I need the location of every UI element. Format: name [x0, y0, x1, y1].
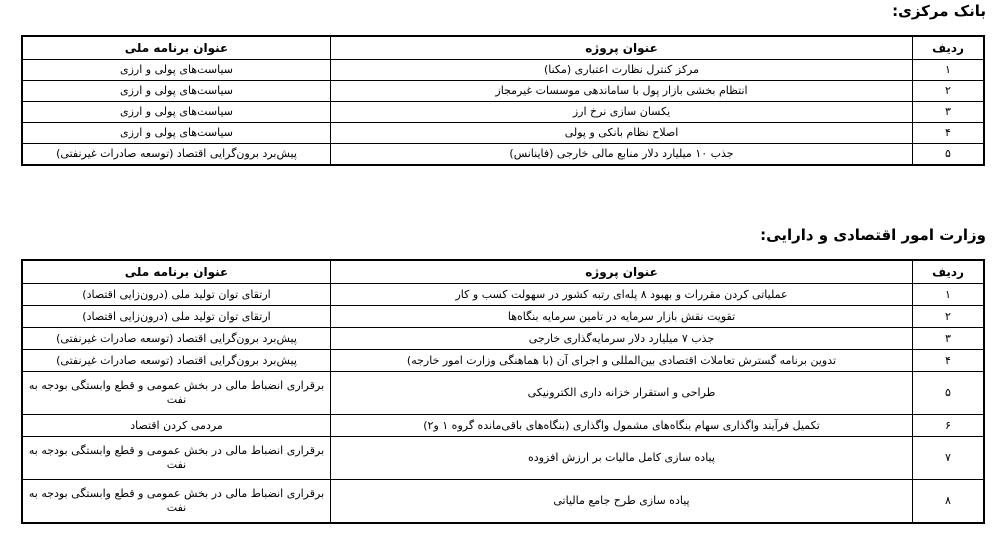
program-title-cell: برقراری انضباط مالی در بخش عمومی و قطع وابستگی بودجه به نفت — [22, 372, 331, 415]
table-row — [22, 350, 984, 372]
project-title-cell: اصلاح نظام بانکی و پولی — [331, 123, 913, 144]
table-row — [22, 144, 984, 166]
program-title-cell: برقراری انضباط مالی در بخش عمومی و قطع وابستگی بودجه به نفت — [22, 480, 331, 524]
project-title-cell: تدوین برنامه گسترش تعاملات اقتصادی بین‌المللی و اجرای آن (با هماهنگی وزارت امور خارجه) — [331, 350, 913, 372]
header-row-no: ردیف — [913, 36, 985, 60]
project-title-cell: طراحی و استقرار خزانه داری الکترونیکی — [331, 372, 913, 415]
program-title-cell: سیاست‌های پولی و ارزی — [22, 81, 331, 102]
project-title-cell: جذب ۱۰ میلیارد دلار منابع مالی خارجی (فاینانس) — [331, 144, 913, 166]
row-number-cell: ۳ — [913, 328, 985, 350]
project-title-cell: انتظام بخشی بازار پول با ساماندهی موسسات غیرمجاز — [331, 81, 913, 102]
central-bank-title: بانک مرکزی: — [892, 2, 986, 20]
program-title-cell: پیش‌برد برون‌گرایی اقتصاد (توسعه صادرات غیرنفتی) — [22, 144, 331, 166]
table-row — [22, 372, 984, 415]
header-program: عنوان برنامه ملی — [22, 260, 331, 284]
project-title-cell: عملیاتی کردن مقررات و بهبود ۸ پله‌ای رتبه کشور در سهولت کسب و کار — [331, 284, 913, 306]
table-row — [22, 284, 984, 306]
economy-ministry-title: وزارت امور اقتصادی و دارایی: — [760, 226, 986, 244]
program-title-cell: سیاست‌های پولی و ارزی — [22, 60, 331, 81]
table-row — [22, 60, 984, 81]
table-row — [22, 415, 984, 437]
project-title-cell: مرکز کنترل نظارت اعتباری (مکنا) — [331, 60, 913, 81]
row-number-cell: ۴ — [913, 123, 985, 144]
table-row — [22, 328, 984, 350]
project-title-cell: جذب ۷ میلیارد دلار سرمایه‌گذاری خارجی — [331, 328, 913, 350]
table-row — [22, 81, 984, 102]
row-number-cell: ۲ — [913, 81, 985, 102]
row-number-cell: ۵ — [913, 372, 985, 415]
row-number-cell: ۷ — [913, 437, 985, 480]
row-number-cell: ۴ — [913, 350, 985, 372]
table-header-row — [22, 260, 984, 284]
program-title-cell: سیاست‌های پولی و ارزی — [22, 123, 331, 144]
program-title-cell: مردمی کردن اقتصاد — [22, 415, 331, 437]
project-title-cell: یکسان سازی نرخ ارز — [331, 102, 913, 123]
program-title-cell: ارتقای توان تولید ملی (درون‌زایی اقتصاد) — [22, 306, 331, 328]
project-title-cell: پیاده سازی کامل مالیات بر ارزش افزوده — [331, 437, 913, 480]
row-number-cell: ۳ — [913, 102, 985, 123]
central-bank-table-body — [22, 60, 984, 166]
header-project: عنوان پروژه — [331, 36, 913, 60]
table-row — [22, 437, 984, 480]
header-program: عنوان برنامه ملی — [22, 36, 331, 60]
program-title-cell: پیش‌برد برون‌گرایی اقتصاد (توسعه صادرات غیرنفتی) — [22, 350, 331, 372]
table-row — [22, 123, 984, 144]
program-title-cell: سیاست‌های پولی و ارزی — [22, 102, 331, 123]
central-bank-table — [21, 35, 985, 166]
row-number-cell: ۱ — [913, 284, 985, 306]
table-row — [22, 480, 984, 524]
project-title-cell: پیاده سازی طرح جامع مالیاتی — [331, 480, 913, 524]
project-title-cell: تکمیل فرآیند واگذاری سهام بنگاه‌های مشمول واگذاری (بنگاه‌های باقی‌مانده گروه ۱ و۲) — [331, 415, 913, 437]
header-project: عنوان پروژه — [331, 260, 913, 284]
economy-ministry-table-body — [22, 284, 984, 524]
row-number-cell: ۶ — [913, 415, 985, 437]
row-number-cell: ۱ — [913, 60, 985, 81]
row-number-cell: ۲ — [913, 306, 985, 328]
program-title-cell: برقراری انضباط مالی در بخش عمومی و قطع وابستگی بودجه به نفت — [22, 437, 331, 480]
table-row — [22, 102, 984, 123]
header-row-no: ردیف — [913, 260, 985, 284]
economy-ministry-table — [21, 259, 985, 524]
program-title-cell: پیش‌برد برون‌گرایی اقتصاد (توسعه صادرات غیرنفتی) — [22, 328, 331, 350]
program-title-cell: ارتقای توان تولید ملی (درون‌زایی اقتصاد) — [22, 284, 331, 306]
table-row — [22, 306, 984, 328]
table-header-row — [22, 36, 984, 60]
project-title-cell: تقویت نقش بازار سرمایه در تامین سرمایه بنگاه‌ها — [331, 306, 913, 328]
row-number-cell: ۵ — [913, 144, 985, 166]
row-number-cell: ۸ — [913, 480, 985, 524]
